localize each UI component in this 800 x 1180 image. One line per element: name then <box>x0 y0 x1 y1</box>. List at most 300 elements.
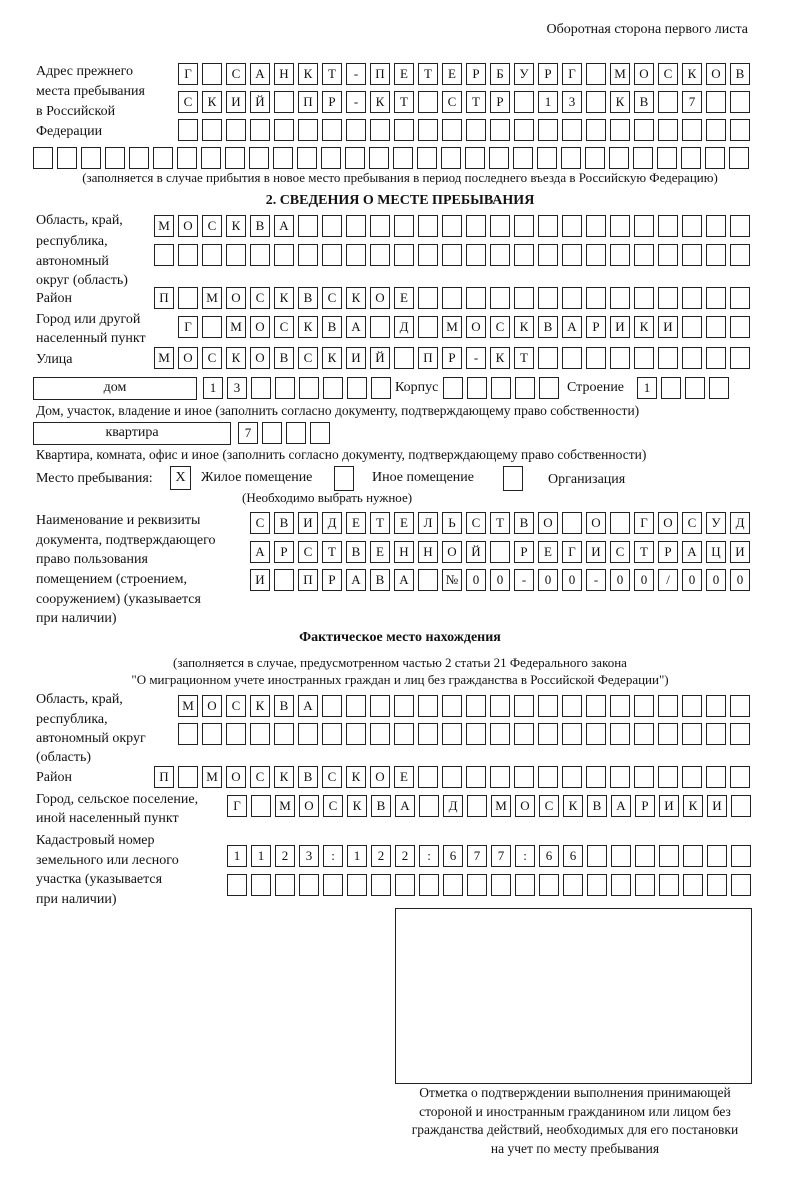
char-cell[interactable] <box>297 147 317 169</box>
char-cell[interactable] <box>394 244 414 266</box>
char-cell[interactable] <box>370 244 390 266</box>
char-cell[interactable] <box>610 723 630 745</box>
char-cell[interactable]: С <box>226 695 246 717</box>
char-cell[interactable] <box>322 244 342 266</box>
char-cell[interactable] <box>731 795 751 817</box>
char-cell[interactable] <box>586 347 606 369</box>
char-cell[interactable] <box>634 215 654 237</box>
char-cell[interactable]: О <box>250 316 270 338</box>
char-cell[interactable]: Ь <box>442 512 462 534</box>
char-cell[interactable] <box>685 377 705 399</box>
char-cell[interactable]: С <box>202 215 222 237</box>
char-cell[interactable]: Т <box>466 91 486 113</box>
char-cell[interactable] <box>418 244 438 266</box>
house-type-field[interactable]: дом <box>33 377 197 400</box>
char-cell[interactable] <box>370 723 390 745</box>
char-cell[interactable]: П <box>370 63 390 85</box>
char-cell[interactable] <box>514 119 534 141</box>
char-cell[interactable] <box>370 119 390 141</box>
char-cell[interactable] <box>466 695 486 717</box>
char-cell[interactable]: В <box>514 512 534 534</box>
char-cell[interactable] <box>467 795 487 817</box>
char-cell[interactable] <box>514 695 534 717</box>
char-cell[interactable] <box>346 119 366 141</box>
char-cell[interactable]: О <box>299 795 319 817</box>
char-cell[interactable]: О <box>226 287 246 309</box>
char-cell[interactable]: А <box>250 63 270 85</box>
char-cell[interactable] <box>466 119 486 141</box>
char-cell[interactable]: Т <box>490 512 510 534</box>
char-cell[interactable]: О <box>226 766 246 788</box>
char-cell[interactable] <box>418 569 438 591</box>
char-cell[interactable]: О <box>658 512 678 534</box>
char-cell[interactable]: 2 <box>371 845 391 867</box>
char-cell[interactable]: М <box>202 766 222 788</box>
char-cell[interactable]: С <box>298 541 318 563</box>
char-cell[interactable] <box>586 695 606 717</box>
char-cell[interactable]: 7 <box>682 91 702 113</box>
char-cell[interactable] <box>418 119 438 141</box>
char-cell[interactable] <box>538 215 558 237</box>
char-cell[interactable]: Р <box>514 541 534 563</box>
char-cell[interactable]: И <box>658 316 678 338</box>
char-cell[interactable]: В <box>250 215 270 237</box>
char-cell[interactable] <box>514 287 534 309</box>
char-cell[interactable]: Е <box>346 512 366 534</box>
char-cell[interactable]: В <box>274 695 294 717</box>
char-cell[interactable] <box>442 215 462 237</box>
char-cell[interactable] <box>202 244 222 266</box>
char-cell[interactable] <box>250 119 270 141</box>
char-cell[interactable]: В <box>587 795 607 817</box>
char-cell[interactable]: Е <box>394 512 414 534</box>
char-cell[interactable] <box>658 91 678 113</box>
char-cell[interactable] <box>369 147 389 169</box>
char-cell[interactable] <box>491 377 511 399</box>
char-cell[interactable] <box>154 244 174 266</box>
char-cell[interactable] <box>153 147 173 169</box>
char-cell[interactable] <box>586 215 606 237</box>
char-cell[interactable] <box>730 347 750 369</box>
char-cell[interactable] <box>323 874 343 896</box>
char-cell[interactable] <box>562 347 582 369</box>
char-cell[interactable]: М <box>178 695 198 717</box>
char-cell[interactable] <box>105 147 125 169</box>
char-cell[interactable] <box>514 766 534 788</box>
char-cell[interactable] <box>442 119 462 141</box>
char-cell[interactable]: Р <box>466 63 486 85</box>
char-cell[interactable] <box>730 91 750 113</box>
char-cell[interactable] <box>538 766 558 788</box>
char-cell[interactable] <box>707 845 727 867</box>
char-cell[interactable]: Е <box>538 541 558 563</box>
char-cell[interactable] <box>275 377 295 399</box>
char-cell[interactable]: К <box>610 91 630 113</box>
char-cell[interactable] <box>418 316 438 338</box>
char-cell[interactable] <box>682 695 702 717</box>
char-cell[interactable] <box>730 766 750 788</box>
char-cell[interactable]: - <box>346 63 366 85</box>
char-cell[interactable] <box>394 119 414 141</box>
char-cell[interactable] <box>610 119 630 141</box>
char-cell[interactable]: И <box>586 541 606 563</box>
char-cell[interactable]: Р <box>658 541 678 563</box>
char-cell[interactable] <box>539 377 559 399</box>
char-cell[interactable]: Р <box>490 91 510 113</box>
char-cell[interactable] <box>730 723 750 745</box>
char-cell[interactable] <box>682 215 702 237</box>
char-cell[interactable]: И <box>346 347 366 369</box>
char-cell[interactable]: Р <box>322 569 342 591</box>
char-cell[interactable]: - <box>514 569 534 591</box>
char-cell[interactable]: 1 <box>538 91 558 113</box>
char-cell[interactable] <box>202 63 222 85</box>
char-cell[interactable] <box>539 874 559 896</box>
char-cell[interactable] <box>538 287 558 309</box>
char-cell[interactable] <box>394 215 414 237</box>
char-cell[interactable]: Й <box>250 91 270 113</box>
char-cell[interactable] <box>585 147 605 169</box>
char-cell[interactable] <box>682 723 702 745</box>
char-cell[interactable] <box>682 244 702 266</box>
char-cell[interactable] <box>418 215 438 237</box>
char-cell[interactable]: 6 <box>563 845 583 867</box>
char-cell[interactable]: В <box>298 287 318 309</box>
char-cell[interactable]: 7 <box>238 422 258 444</box>
char-cell[interactable]: С <box>322 766 342 788</box>
char-cell[interactable] <box>682 316 702 338</box>
char-cell[interactable] <box>346 723 366 745</box>
char-cell[interactable]: В <box>634 91 654 113</box>
char-cell[interactable]: Г <box>562 541 582 563</box>
char-cell[interactable] <box>442 287 462 309</box>
char-cell[interactable] <box>635 874 655 896</box>
char-cell[interactable]: К <box>274 766 294 788</box>
char-cell[interactable]: : <box>323 845 343 867</box>
char-cell[interactable] <box>490 287 510 309</box>
char-cell[interactable] <box>586 287 606 309</box>
char-cell[interactable] <box>322 215 342 237</box>
char-cell[interactable] <box>251 874 271 896</box>
char-cell[interactable] <box>658 723 678 745</box>
char-cell[interactable]: П <box>418 347 438 369</box>
char-cell[interactable] <box>705 147 725 169</box>
char-cell[interactable]: С <box>442 91 462 113</box>
char-cell[interactable] <box>226 723 246 745</box>
char-cell[interactable]: 2 <box>275 845 295 867</box>
stay-option-residential-checkbox[interactable]: X <box>170 466 191 490</box>
char-cell[interactable] <box>178 244 198 266</box>
char-cell[interactable] <box>418 695 438 717</box>
char-cell[interactable] <box>321 147 341 169</box>
char-cell[interactable]: А <box>346 569 366 591</box>
char-cell[interactable] <box>322 723 342 745</box>
char-cell[interactable]: 0 <box>634 569 654 591</box>
char-cell[interactable]: Г <box>562 63 582 85</box>
char-cell[interactable]: Д <box>730 512 750 534</box>
char-cell[interactable] <box>659 845 679 867</box>
char-cell[interactable] <box>323 377 343 399</box>
char-cell[interactable] <box>634 695 654 717</box>
char-cell[interactable] <box>346 244 366 266</box>
char-cell[interactable]: А <box>395 795 415 817</box>
char-cell[interactable] <box>466 244 486 266</box>
char-cell[interactable] <box>515 377 535 399</box>
char-cell[interactable]: С <box>298 347 318 369</box>
char-cell[interactable] <box>586 91 606 113</box>
char-cell[interactable]: К <box>346 287 366 309</box>
char-cell[interactable] <box>706 287 726 309</box>
char-cell[interactable]: С <box>466 512 486 534</box>
char-cell[interactable] <box>249 147 269 169</box>
char-cell[interactable] <box>393 147 413 169</box>
char-cell[interactable] <box>346 695 366 717</box>
char-cell[interactable]: 0 <box>730 569 750 591</box>
char-cell[interactable]: Г <box>178 316 198 338</box>
char-cell[interactable] <box>177 147 197 169</box>
char-cell[interactable]: Й <box>466 541 486 563</box>
char-cell[interactable] <box>661 377 681 399</box>
char-cell[interactable]: И <box>730 541 750 563</box>
char-cell[interactable]: К <box>322 347 342 369</box>
char-cell[interactable] <box>658 215 678 237</box>
char-cell[interactable]: Р <box>586 316 606 338</box>
char-cell[interactable] <box>251 377 271 399</box>
char-cell[interactable] <box>490 766 510 788</box>
char-cell[interactable]: Р <box>442 347 462 369</box>
char-cell[interactable]: П <box>298 91 318 113</box>
char-cell[interactable] <box>490 215 510 237</box>
char-cell[interactable]: О <box>442 541 462 563</box>
char-cell[interactable] <box>706 244 726 266</box>
char-cell[interactable] <box>370 695 390 717</box>
char-cell[interactable]: Т <box>394 91 414 113</box>
char-cell[interactable]: 3 <box>299 845 319 867</box>
char-cell[interactable] <box>706 347 726 369</box>
char-cell[interactable] <box>730 244 750 266</box>
char-cell[interactable] <box>657 147 677 169</box>
char-cell[interactable] <box>682 287 702 309</box>
char-cell[interactable]: М <box>154 215 174 237</box>
char-cell[interactable]: 1 <box>347 845 367 867</box>
char-cell[interactable] <box>706 215 726 237</box>
char-cell[interactable]: : <box>419 845 439 867</box>
char-cell[interactable]: 0 <box>466 569 486 591</box>
char-cell[interactable]: Т <box>514 347 534 369</box>
char-cell[interactable] <box>322 695 342 717</box>
char-cell[interactable]: С <box>322 287 342 309</box>
char-cell[interactable]: М <box>202 287 222 309</box>
char-cell[interactable]: Н <box>274 63 294 85</box>
char-cell[interactable]: К <box>298 63 318 85</box>
char-cell[interactable] <box>730 287 750 309</box>
char-cell[interactable]: О <box>370 287 390 309</box>
char-cell[interactable]: - <box>466 347 486 369</box>
char-cell[interactable] <box>441 147 461 169</box>
char-cell[interactable] <box>706 119 726 141</box>
char-cell[interactable] <box>513 147 533 169</box>
char-cell[interactable] <box>586 723 606 745</box>
char-cell[interactable]: № <box>442 569 462 591</box>
char-cell[interactable] <box>634 347 654 369</box>
char-cell[interactable] <box>514 244 534 266</box>
char-cell[interactable]: 0 <box>706 569 726 591</box>
char-cell[interactable]: Т <box>322 63 342 85</box>
char-cell[interactable] <box>490 541 510 563</box>
char-cell[interactable]: Д <box>322 512 342 534</box>
char-cell[interactable]: Д <box>394 316 414 338</box>
char-cell[interactable]: А <box>250 541 270 563</box>
flat-type-field[interactable]: квартира <box>33 422 231 445</box>
char-cell[interactable] <box>371 377 391 399</box>
char-cell[interactable] <box>274 723 294 745</box>
char-cell[interactable]: Г <box>227 795 247 817</box>
char-cell[interactable]: О <box>370 766 390 788</box>
char-cell[interactable] <box>466 766 486 788</box>
char-cell[interactable] <box>706 91 726 113</box>
char-cell[interactable] <box>634 766 654 788</box>
char-cell[interactable] <box>418 723 438 745</box>
char-cell[interactable] <box>730 119 750 141</box>
char-cell[interactable]: Г <box>178 63 198 85</box>
char-cell[interactable]: С <box>682 512 702 534</box>
char-cell[interactable]: 1 <box>637 377 657 399</box>
char-cell[interactable] <box>563 874 583 896</box>
char-cell[interactable]: Е <box>442 63 462 85</box>
char-cell[interactable]: О <box>178 215 198 237</box>
char-cell[interactable] <box>274 244 294 266</box>
char-cell[interactable]: Р <box>274 541 294 563</box>
char-cell[interactable]: П <box>154 287 174 309</box>
char-cell[interactable]: С <box>178 91 198 113</box>
char-cell[interactable] <box>443 874 463 896</box>
char-cell[interactable]: К <box>490 347 510 369</box>
char-cell[interactable]: 1 <box>251 845 271 867</box>
char-cell[interactable]: И <box>298 512 318 534</box>
char-cell[interactable] <box>419 874 439 896</box>
char-cell[interactable] <box>609 147 629 169</box>
char-cell[interactable]: К <box>250 695 270 717</box>
char-cell[interactable] <box>251 795 271 817</box>
char-cell[interactable]: Д <box>443 795 463 817</box>
char-cell[interactable] <box>178 723 198 745</box>
char-cell[interactable]: О <box>538 512 558 534</box>
char-cell[interactable]: М <box>442 316 462 338</box>
char-cell[interactable]: Е <box>370 541 390 563</box>
char-cell[interactable] <box>587 845 607 867</box>
char-cell[interactable] <box>515 874 535 896</box>
char-cell[interactable]: О <box>202 695 222 717</box>
char-cell[interactable]: В <box>370 569 390 591</box>
char-cell[interactable] <box>370 215 390 237</box>
char-cell[interactable]: М <box>610 63 630 85</box>
char-cell[interactable] <box>274 119 294 141</box>
char-cell[interactable]: П <box>154 766 174 788</box>
char-cell[interactable] <box>298 723 318 745</box>
char-cell[interactable] <box>178 766 198 788</box>
char-cell[interactable]: У <box>706 512 726 534</box>
char-cell[interactable] <box>491 874 511 896</box>
char-cell[interactable]: В <box>274 512 294 534</box>
char-cell[interactable] <box>514 215 534 237</box>
char-cell[interactable] <box>201 147 221 169</box>
char-cell[interactable]: В <box>322 316 342 338</box>
char-cell[interactable] <box>729 147 749 169</box>
char-cell[interactable] <box>298 119 318 141</box>
char-cell[interactable]: Б <box>490 63 510 85</box>
char-cell[interactable]: К <box>274 287 294 309</box>
char-cell[interactable] <box>298 244 318 266</box>
char-cell[interactable] <box>707 874 727 896</box>
char-cell[interactable] <box>562 766 582 788</box>
char-cell[interactable]: 3 <box>562 91 582 113</box>
char-cell[interactable] <box>562 512 582 534</box>
char-cell[interactable]: А <box>346 316 366 338</box>
char-cell[interactable] <box>658 695 678 717</box>
char-cell[interactable]: О <box>515 795 535 817</box>
char-cell[interactable] <box>322 119 342 141</box>
char-cell[interactable]: Н <box>394 541 414 563</box>
char-cell[interactable] <box>178 287 198 309</box>
char-cell[interactable]: Н <box>418 541 438 563</box>
char-cell[interactable] <box>250 723 270 745</box>
char-cell[interactable]: 6 <box>443 845 463 867</box>
char-cell[interactable] <box>418 766 438 788</box>
char-cell[interactable]: И <box>250 569 270 591</box>
char-cell[interactable]: С <box>250 766 270 788</box>
char-cell[interactable]: В <box>298 766 318 788</box>
char-cell[interactable] <box>262 422 282 444</box>
char-cell[interactable]: С <box>250 512 270 534</box>
char-cell[interactable] <box>81 147 101 169</box>
char-cell[interactable] <box>682 347 702 369</box>
char-cell[interactable] <box>610 766 630 788</box>
char-cell[interactable] <box>610 695 630 717</box>
char-cell[interactable]: Т <box>634 541 654 563</box>
char-cell[interactable] <box>706 316 726 338</box>
char-cell[interactable] <box>586 766 606 788</box>
char-cell[interactable] <box>443 377 463 399</box>
char-cell[interactable]: В <box>346 541 366 563</box>
char-cell[interactable]: Ц <box>706 541 726 563</box>
char-cell[interactable] <box>634 287 654 309</box>
char-cell[interactable] <box>227 874 247 896</box>
char-cell[interactable]: М <box>226 316 246 338</box>
char-cell[interactable]: К <box>226 347 246 369</box>
char-cell[interactable] <box>514 91 534 113</box>
char-cell[interactable] <box>611 845 631 867</box>
char-cell[interactable]: М <box>275 795 295 817</box>
char-cell[interactable] <box>466 287 486 309</box>
char-cell[interactable] <box>610 512 630 534</box>
char-cell[interactable] <box>683 874 703 896</box>
char-cell[interactable]: Т <box>322 541 342 563</box>
char-cell[interactable] <box>537 147 557 169</box>
char-cell[interactable] <box>275 874 295 896</box>
char-cell[interactable]: О <box>634 63 654 85</box>
char-cell[interactable]: В <box>371 795 391 817</box>
char-cell[interactable] <box>226 119 246 141</box>
char-cell[interactable]: А <box>682 541 702 563</box>
char-cell[interactable]: О <box>706 63 726 85</box>
char-cell[interactable] <box>225 147 245 169</box>
char-cell[interactable]: И <box>226 91 246 113</box>
char-cell[interactable] <box>466 215 486 237</box>
char-cell[interactable]: Т <box>418 63 438 85</box>
char-cell[interactable] <box>658 244 678 266</box>
char-cell[interactable]: А <box>298 695 318 717</box>
char-cell[interactable]: С <box>610 541 630 563</box>
